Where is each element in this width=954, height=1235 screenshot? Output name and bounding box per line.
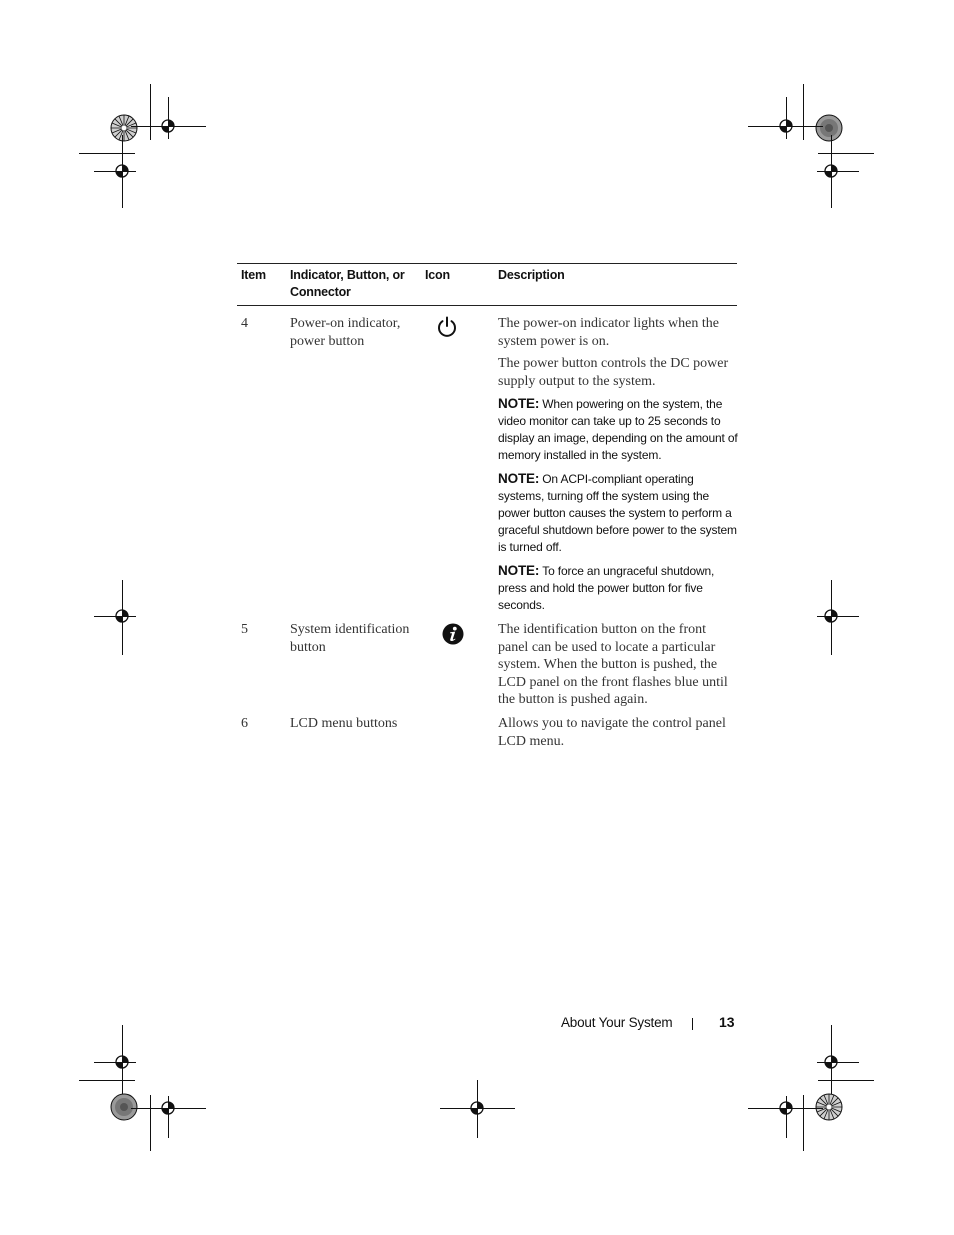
footer-separator [692, 1018, 693, 1030]
row-indicator-name: Power-on indicator, power button [290, 316, 401, 349]
header-indicator: Indicator, Button, or Connector [290, 268, 405, 299]
header-icon: Icon [425, 268, 450, 282]
registration-starburst-icon [815, 114, 843, 142]
note [498, 470, 738, 556]
note [498, 562, 738, 614]
crosshair-icon [159, 1099, 177, 1117]
note-text: To force an ungraceful shutdown, press and hold the power button for five seconds. [498, 564, 715, 612]
header-description: Description [498, 268, 565, 282]
note-label: NOTE: [498, 471, 540, 486]
row-item-number: 6 [241, 716, 248, 731]
page-number: 13 [719, 1014, 735, 1030]
table-row [237, 715, 737, 755]
note-text: On ACPI-compliant operating systems, turning off the system using the power button causes the system to perform a graceful shutdown before power to the system is turned off. [498, 472, 737, 554]
table-header [237, 264, 737, 305]
registration-starburst-icon [110, 1093, 138, 1121]
crosshair-icon [822, 1053, 840, 1071]
header-item: Item [241, 268, 266, 282]
registration-starburst-icon [815, 1093, 843, 1121]
row-description [498, 621, 738, 714]
crosshair-icon [777, 1099, 795, 1117]
crosshair-icon [159, 117, 177, 135]
row-indicator-name: System identification button [290, 622, 410, 655]
crosshair-icon [468, 1099, 486, 1117]
table-row [237, 315, 737, 621]
row-item-number: 5 [241, 622, 248, 637]
registration-starburst-icon [110, 114, 138, 142]
crosshair-icon [822, 162, 840, 180]
note-label: NOTE: [498, 563, 540, 578]
note-label: NOTE: [498, 396, 540, 411]
description-paragraph: The identification button on the front panel can be used to locate a particular system. When the button is pushed, the LCD panel on the front flashes blue until the button is pushed again. [498, 622, 728, 707]
crosshair-icon [113, 1053, 131, 1071]
row-item-number: 4 [241, 316, 248, 331]
footer-section-title: About Your System [561, 1015, 673, 1030]
power-icon [435, 315, 459, 344]
description-paragraph: The power-on indicator lights when the system power is on. [498, 316, 719, 349]
indicator-table [237, 263, 737, 755]
note [498, 395, 738, 464]
crosshair-icon [113, 607, 131, 625]
table-header-rule [237, 305, 737, 306]
description-paragraph: The power button controls the DC power supply output to the system. [498, 356, 729, 389]
table-row [237, 621, 737, 715]
crosshair-icon [113, 162, 131, 180]
info-icon [442, 623, 464, 650]
crosshair-icon [777, 117, 795, 135]
row-indicator-name: LCD menu buttons [290, 716, 398, 731]
note-text: When powering on the system, the video monitor can take up to 25 seconds to display an image, depending on the amount of memory installed in the system. [498, 397, 738, 462]
row-description [498, 315, 738, 620]
crosshair-icon [822, 607, 840, 625]
row-description [498, 715, 738, 755]
description-paragraph: Allows you to navigate the control panel LCD menu. [498, 716, 726, 749]
